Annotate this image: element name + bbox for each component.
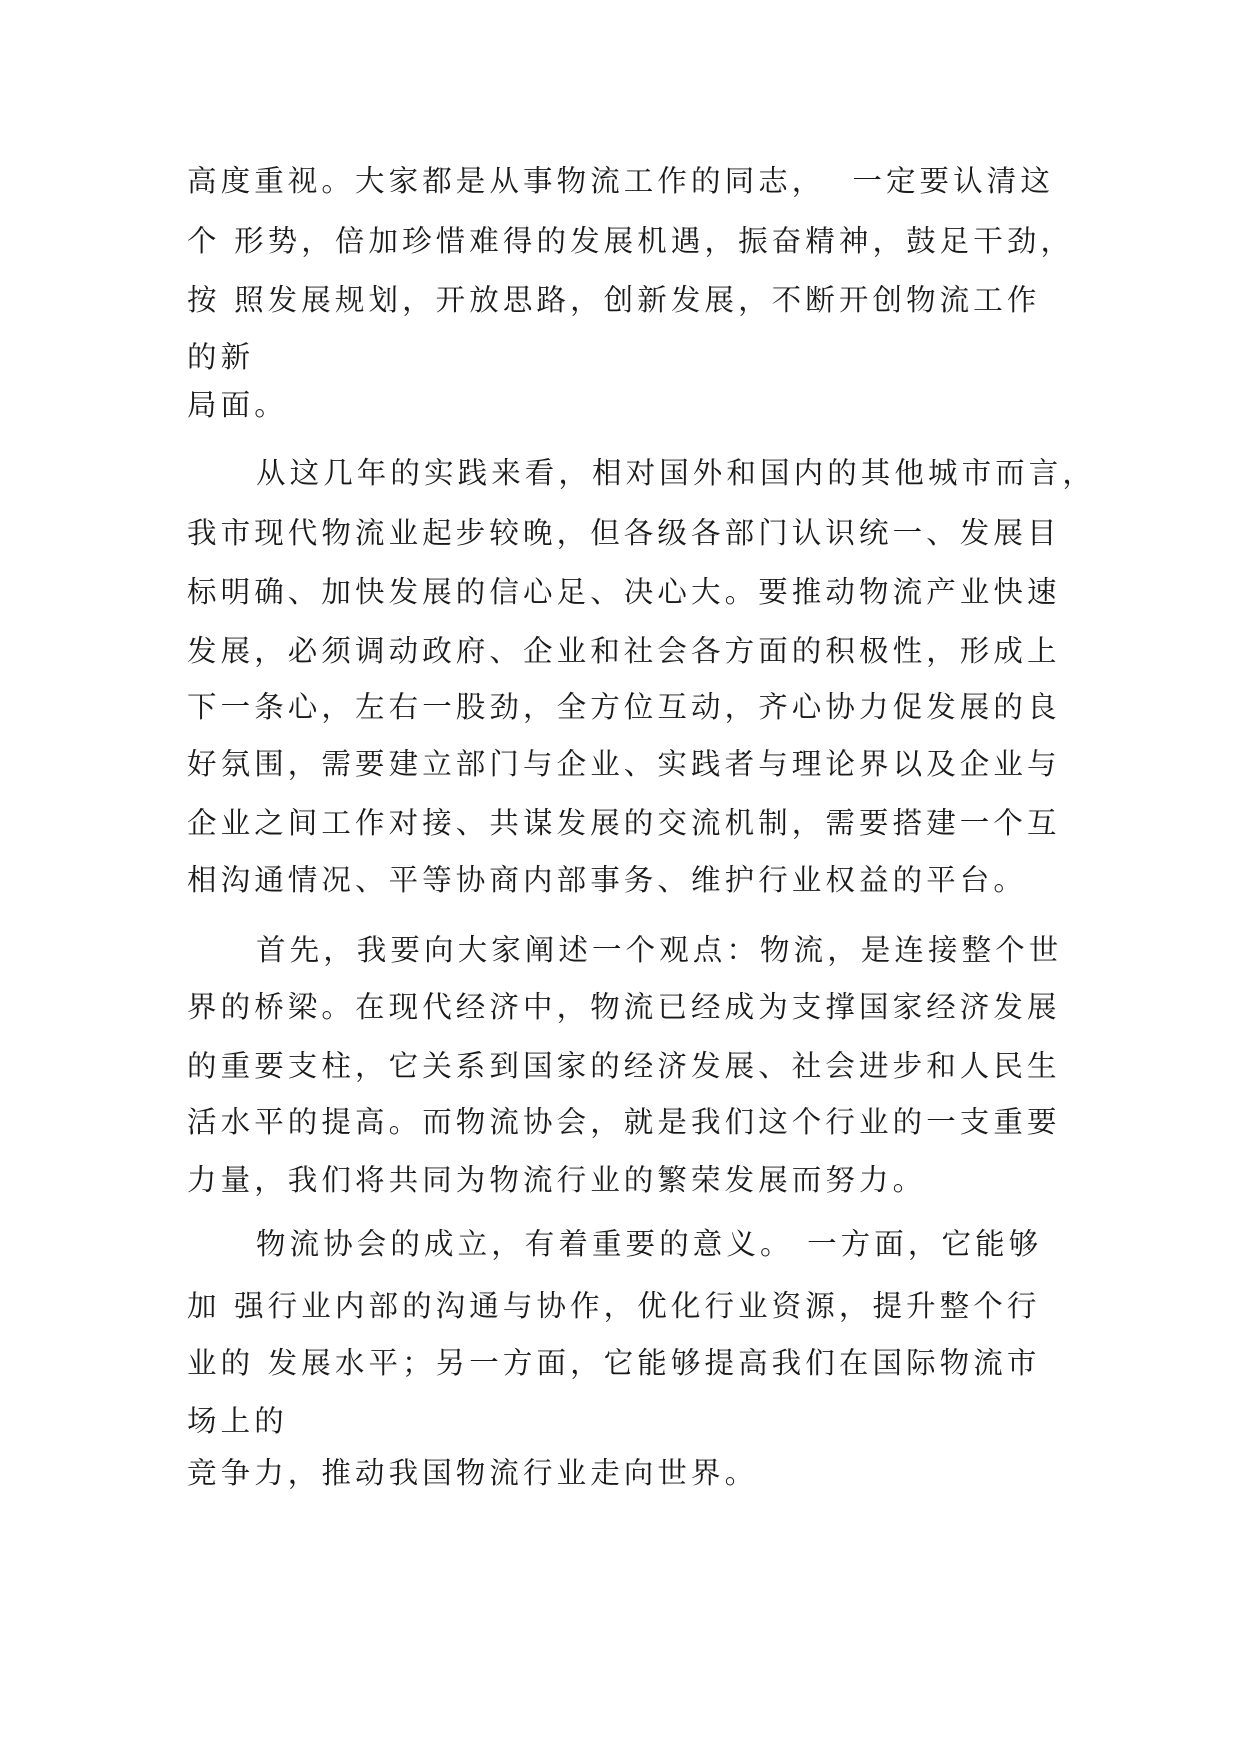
- text-line: 企业之间工作对接、共谋发展的交流机制，需要搭建一个互: [187, 806, 1061, 840]
- paragraph-first-line: 从这几年的实践来看，相对国外和国内的其他城市而言，: [256, 456, 1097, 490]
- text-line: 发展，必须调动政府、企业和社会各方面的积极性，形成上: [187, 634, 1061, 668]
- text-line: 的重要支柱，它关系到国家的经济发展、社会进步和人民生: [187, 1049, 1061, 1083]
- text-line: 局面。: [187, 388, 288, 422]
- text-line: 场上的: [187, 1404, 288, 1438]
- paragraph-first-line: 首先，我要向大家阐述一个观点：物流，是连接整个世: [256, 933, 1063, 967]
- text-line: 好氛围，需要建立部门与企业、实践者与理论界以及企业与: [187, 747, 1061, 781]
- text-line: 业的 发展水平；另一方面，它能够提高我们在国际物流市: [187, 1346, 1041, 1380]
- paragraph-first-line: 物流协会的成立，有着重要的意义。 一方面，它能够: [256, 1227, 1043, 1261]
- text-line: 的新: [187, 340, 255, 374]
- text-line: 加 强行业内部的沟通与协作，优化行业资源，提升整个行: [187, 1289, 1041, 1323]
- text-line: 标明确、加快发展的信心足、决心大。要推动物流产业快速: [187, 575, 1061, 609]
- text-line: 活水平的提高。而物流协会，就是我们这个行业的一支重要: [187, 1105, 1061, 1139]
- text-line: 按 照发展规划，开放思路，创新发展，不断开创物流工作: [187, 283, 1041, 317]
- text-line: 力量，我们将共同为物流行业的繁荣发展而努力。: [187, 1163, 927, 1197]
- text-line: 个 形势，倍加珍惜难得的发展机遇，振奋精神，鼓足干劲，: [187, 224, 1075, 258]
- text-line: 我市现代物流业起步较晚，但各级各部门认识统一、发展目: [187, 516, 1061, 550]
- text-line: 竞争力，推动我国物流行业走向世界。: [187, 1456, 759, 1490]
- text-line: 高度重视。大家都是从事物流工作的同志， 一定要认清这: [187, 164, 1054, 198]
- text-line: 下一条心，左右一股劲，全方位互动，齐心协力促发展的良: [187, 690, 1061, 724]
- text-line: 相沟通情况、平等协商内部事务、维护行业权益的平台。: [187, 863, 1028, 897]
- text-line: 界的桥梁。在现代经济中，物流已经成为支撑国家经济发展: [187, 990, 1061, 1024]
